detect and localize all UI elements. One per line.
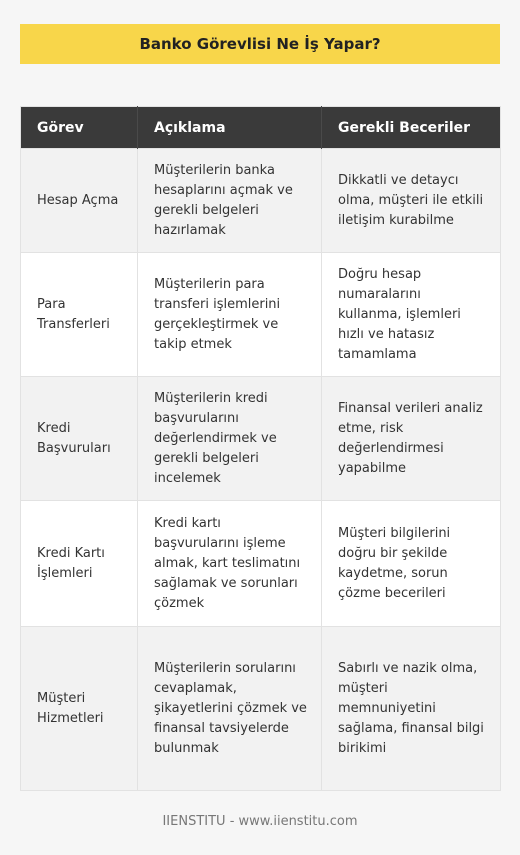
skills-cell: Dikkatli ve detaycı olma, müşteri ile etkili iletişim kurabilme <box>322 149 501 253</box>
page-title: Banko Görevlisi Ne İş Yapar? <box>20 24 500 64</box>
task-cell: Kredi Kartı İşlemleri <box>21 501 138 627</box>
task-cell: Kredi Başvuruları <box>21 377 138 501</box>
table-row <box>21 377 501 501</box>
header-skills: Gerekli Beceriler <box>322 107 501 149</box>
skills-cell: Finansal verileri analiz etme, risk değerlendirmesi yapabilme <box>322 377 501 501</box>
description-cell: Müşterilerin sorularını cevaplamak, şikayetlerini çözmek ve finansal tavsiyelerde bulunmak <box>138 627 322 791</box>
task-cell: Müşteri Hizmetleri <box>21 627 138 791</box>
description-cell: Kredi kartı başvurularını işleme almak, kart teslimatını sağlamak ve sorunları çözmek <box>138 501 322 627</box>
table-header-row <box>21 107 501 149</box>
skills-cell: Sabırlı ve nazik olma, müşteri memnuniyetini sağlama, finansal bilgi birikimi <box>322 627 501 791</box>
description-cell: Müşterilerin para transferi işlemlerini gerçekleştirmek ve takip etmek <box>138 253 322 377</box>
description-cell: Müşterilerin banka hesaplarını açmak ve gerekli belgeleri hazırlamak <box>138 149 322 253</box>
header-description: Açıklama <box>138 107 322 149</box>
header-task: Görev <box>21 107 138 149</box>
footer-credit: IIENSTITU - www.iienstitu.com <box>162 814 358 829</box>
skills-cell: Müşteri bilgilerini doğru bir şekilde kaydetme, sorun çözme becerileri <box>322 501 501 627</box>
skills-cell: Doğru hesap numaralarını kullanma, işlemleri hızlı ve hatasız tamamlama <box>322 253 501 377</box>
table-row <box>21 253 501 377</box>
task-cell: Para Transferleri <box>21 253 138 377</box>
table-row <box>21 501 501 627</box>
table-row <box>21 149 501 253</box>
table-row <box>21 627 501 791</box>
description-cell: Müşterilerin kredi başvurularını değerlendirmek ve gerekli belgeleri incelemek <box>138 377 322 501</box>
tasks-table <box>20 106 501 791</box>
task-cell: Hesap Açma <box>21 149 138 253</box>
